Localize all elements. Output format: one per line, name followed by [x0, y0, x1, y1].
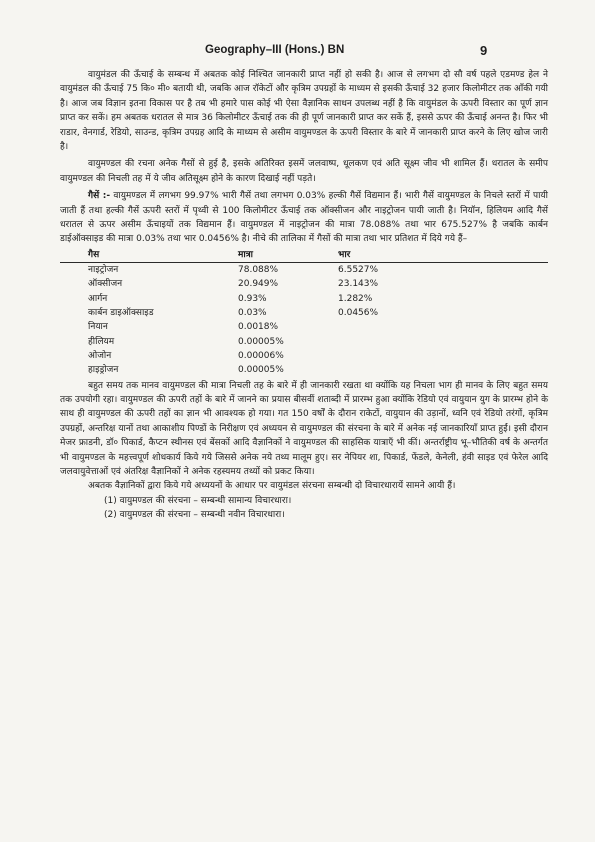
table-row	[60, 335, 548, 349]
header-gas: गैस	[88, 249, 100, 260]
gas-table	[60, 248, 548, 378]
gases-lead: गैसें :-	[88, 191, 111, 202]
gas-quantity: 0.00005%	[238, 336, 284, 347]
gases-text: वायुमण्डल में लगभग 99.97% भारी गैसें तथा लगभग 0.03% हल्की गैसें विद्यमान हैं। भारी गैसें वायुमण्डल के निचले स्तरों में पायी जाती हैं तथा हल्की गैसें ऊपरी स्तरों में पृथ्वी से 100 किलोमीटर ऊँचाई तक ऑक्सीजन और नाइट्रोजन पायी जाती है। नियॉन, हिलियम आदि गैसें धरातल से ऊपर असीम ऊँचाइयों तक विद्यमान हैं। वायुमण्डल में नाइट्रोजन की मात्रा 78.088% तथा भार 675.527% है जबकि कार्बन डाईऑक्साइड की मात्रा 0.03% तथा भार 0.0456% है। नीचे की तालिका में गैसों की मात्रा तथा भार प्रतिशत में दिये गये हैं–	[60, 191, 548, 245]
gas-weight: 23.143%	[338, 279, 379, 290]
table-row	[60, 277, 548, 291]
gas-name: हाइड्रोजन	[88, 365, 119, 376]
gas-weight	[338, 363, 548, 377]
header-weight: भार	[338, 249, 351, 260]
gas-name: ओजोन	[88, 350, 112, 361]
header-quantity: मात्रा	[238, 249, 254, 260]
gas-weight: 0.0456%	[338, 308, 379, 319]
gas-name: ऑक्सीजन	[88, 279, 123, 290]
page-header	[0, 44, 595, 64]
gas-weight	[338, 335, 548, 349]
list-item: (1) वायुमण्डल की संरचना – सम्बन्धी सामान्य विचारधारा।	[104, 495, 292, 506]
gas-quantity: 0.0018%	[238, 322, 279, 333]
page-number: 9	[480, 43, 488, 58]
paragraph-gases	[60, 189, 548, 247]
viewpoint-list	[60, 494, 548, 523]
gas-weight: 6.5527%	[338, 265, 379, 276]
gas-quantity: 20.949%	[238, 279, 279, 290]
paragraph-history: बहुत समय तक मानव वायुमण्डल की मात्रा निचली तह के बारे में ही जानकारी रखता था क्योंकि यह निचला भाग ही मानव के लिए बहुत समय तक उपयोगी रहा। वायुमण्डल की ऊपरी तहों के बारे में जानने का प्रयास बीसवीं शताब्दी में प्रारम्भ हुआ क्योंकि रेडियो एवं वायुयान युग के प्रारम्भ होने के साथ ही वायुमण्डल की ऊपरी तहों का ज्ञान भी आवश्यक हो गया। गत 150 वर्षों के दौरान राकेटों, वायुयान की उड़ानों, ध्वनि एवं रेडियो तरंगों, कृत्रिम उपग्रहों, अन्तरिक्ष यानों तथा आकाशीय पिण्डों के निरीक्षण एवं अध्ययन से वायुमण्डल की संरचना के बारे में अनेक नई जानकारियाँ प्राप्त हुईं। इसी दौरान मेजर फ्राडनी, डॉ० पिकार्ड, कैप्टन स्थीनस एवं बेंसकों आदि वैज्ञानिकों ने वायुमण्डल की साहसिक यात्राएँ भी कीं। अन्तर्राष्ट्रीय भू–भौतिकी वर्ष के अन्तर्गत भी वायुमण्डल के महत्त्वपूर्ण शोधकार्य किये गये जिससे अनेक नये तथ्य मालूम हुए। सर नेपियर शा, पिकार्ड, फेंडले, केनेली, हंवी साइड एवं फेरेल आदि जलवायुवेत्ताओं एवं अंतरिक्ष वैज्ञानिकों ने अनेक रहस्यमय तथ्यों को प्रकट किया।	[60, 380, 548, 477]
gas-name: नाइट्रोजन	[88, 265, 119, 276]
gas-quantity: 0.00006%	[238, 350, 284, 361]
gas-name: कार्बन डाइऑक्साइड	[88, 308, 154, 319]
gas-quantity: 78.088%	[238, 265, 279, 276]
table-row	[60, 349, 548, 363]
gas-name: आर्गन	[88, 293, 108, 304]
gas-quantity: 0.00005%	[238, 365, 284, 376]
running-head: Geography–III (Hons.) BN	[205, 44, 345, 56]
gas-weight	[338, 320, 548, 334]
table-row	[60, 263, 548, 278]
table-row	[60, 292, 548, 306]
table-row	[60, 320, 548, 334]
list-item: (2) वायुमण्डल की संरचना – सम्बन्धी नवीन विचारधारा।	[104, 510, 285, 521]
paragraph-height: वायुमंडल की ऊँचाई के सम्बन्ध में अबतक कोई निश्चित जानकारी प्राप्त नहीं हो सकी है। आज से लगभग दो सौ वर्ष पहले एडमण्ड हेल ने वायुमंडल की ऊँचाई 75 कि० मी० बतायी थी, जबकि आज रॉकेटों और कृत्रिम उपग्रहों के माध्यम से इसकी ऊँचाई 32 हजार किलोमीटर तक आँकी गयी है। आज जब विज्ञान इतना विकास पर है तब भी हमारे पास कोई भी ऐसा वैज्ञानिक साधन उपलब्ध नहीं है कि वायुमंडल के ऊपरी विस्तार का पूर्ण ज्ञान प्राप्त कर सकें। हम अबतक धरातल से मात्र 36 किलोमीटर ऊँचाई तक की ही पूर्ण जानकारी प्राप्त कर सकें हैं, इससे ऊपर की ऊँचाई अनन्त है। फिर भी राडार, वेनगार्ड, रेडियो, साउन्ड, कृत्रिम उपग्रह आदि के माध्यम से असीम वायुमण्डल के ऊपरी विस्तार के बारे में जानकारी प्राप्त करने के लिए खोज जारी है।	[60, 70, 548, 153]
gas-name: नियान	[88, 322, 108, 333]
table-row	[60, 363, 548, 377]
gas-quantity: 0.93%	[238, 293, 267, 304]
paragraph-composition: वायुमण्डल की रचना अनेक गैसों से हुई है, इसके अतिरिक्त इसमें जलवाष्प, धूलकण एवं अति सूक्ष्म जीव भी शामिल हैं। धरातल के समीप वायुमण्डल की निचली तह में ये जीव अतिसूक्ष्म होने के कारण दिखाई नहीं पड़ते।	[60, 159, 548, 184]
table-row	[60, 306, 548, 320]
gas-weight: 1.282%	[338, 293, 373, 304]
gas-name: हीलियम	[88, 336, 115, 347]
paragraph-viewpoints: अबतक वैज्ञानिकों द्वारा किये गये अध्ययनों के आधार पर वायुमंडल संरचना सम्बन्धी दो विचारधारायें सामने आयी हैं।	[88, 481, 456, 492]
gas-weight	[338, 349, 548, 363]
gas-table-header	[60, 248, 548, 263]
body-text	[60, 68, 548, 523]
gas-quantity: 0.03%	[238, 308, 267, 319]
